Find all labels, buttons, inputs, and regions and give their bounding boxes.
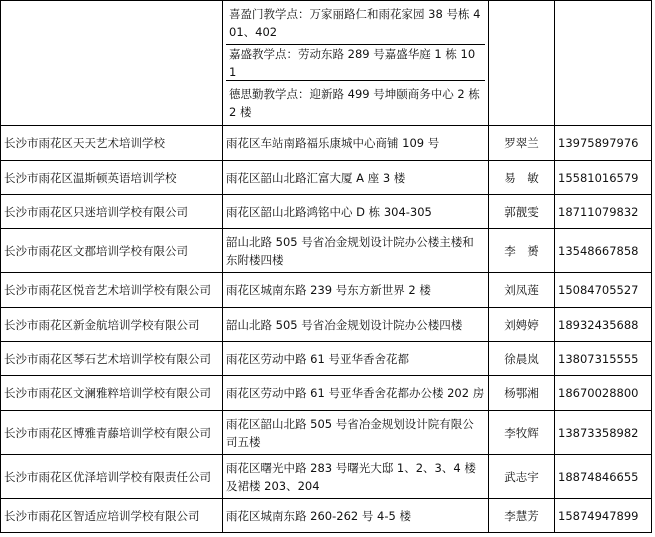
phone-cell-empty	[555, 1, 652, 126]
school-name: 长沙市雨花区天天艺术培训学校	[1, 126, 223, 161]
school-name: 长沙市雨花区新金航培训学校有限公司	[1, 308, 223, 342]
school-name: 长沙市雨花区文澜雅粹培训学校有限公司	[1, 376, 223, 411]
contact-person: 李慧芳	[489, 499, 555, 533]
contact-person: 郭靓雯	[489, 195, 555, 229]
phone-number: 13807315555	[555, 342, 652, 376]
school-address: 雨花区韶山北路鸿铭中心 D 栋 304-305	[223, 195, 489, 229]
table-row	[1, 455, 652, 499]
phone-number: 18874846655	[555, 455, 652, 499]
school-name: 长沙市雨花区温斯顿英语培训学校	[1, 161, 223, 195]
school-address: 雨花区城南东路 260-262 号 4-5 楼	[223, 499, 489, 533]
school-address: 雨花区韶山北路汇富大厦 A 座 3 楼	[223, 161, 489, 195]
school-name: 长沙市雨花区只迷培训学校有限公司	[1, 195, 223, 229]
table-row	[1, 229, 652, 273]
contact-person: 刘娉婷	[489, 308, 555, 342]
table-row	[1, 308, 652, 342]
school-name: 长沙市雨花区博雅青藤培训学校有限公司	[1, 411, 223, 455]
school-name: 长沙市雨花区智适应培训学校有限公司	[1, 499, 223, 533]
table-row	[1, 126, 652, 161]
school-name: 长沙市雨花区文郡培训学校有限公司	[1, 229, 223, 273]
contact-cell-empty	[489, 1, 555, 126]
contact-person: 易 敏	[489, 161, 555, 195]
table-row-top-block	[1, 1, 652, 126]
contact-person: 武志宇	[489, 455, 555, 499]
phone-number: 18711079832	[555, 195, 652, 229]
school-address: 韶山北路 505 号省冶金规划设计院办公楼主楼和东附楼四楼	[223, 229, 489, 273]
address-cell-sites	[223, 1, 489, 126]
contact-person: 刘凤莲	[489, 273, 555, 308]
school-address: 雨花区劳动中路 61 号亚华香舍花都办公楼 202 房	[223, 376, 489, 411]
table-row	[1, 376, 652, 411]
phone-number: 13975897976	[555, 126, 652, 161]
teaching-site: 喜盈门教学点：万家丽路仁和雨花家园 38 号栋 401、402	[226, 1, 485, 45]
phone-number: 13873358982	[555, 411, 652, 455]
school-address: 雨花区劳动中路 61 号亚华香舍花都	[223, 342, 489, 376]
contact-person: 罗翠兰	[489, 126, 555, 161]
teaching-site: 嘉盛教学点：劳动东路 289 号嘉盛华庭 1 栋 101	[226, 45, 485, 81]
phone-number: 15581016579	[555, 161, 652, 195]
name-cell-empty	[1, 1, 223, 126]
table-row	[1, 411, 652, 455]
contact-person: 徐晨岚	[489, 342, 555, 376]
phone-number: 18670028800	[555, 376, 652, 411]
contact-person: 李 赟	[489, 229, 555, 273]
school-name: 长沙市雨花区优泽培训学校有限责任公司	[1, 455, 223, 499]
school-address: 雨花区城南东路 239 号东方新世界 2 楼	[223, 273, 489, 308]
phone-number: 15084705527	[555, 273, 652, 308]
school-address: 雨花区车站南路福乐康城中心商铺 109 号	[223, 126, 489, 161]
school-address: 雨花区韶山北路 505 号省冶金规划设计院有限公司五楼	[223, 411, 489, 455]
contact-person: 李牧辉	[489, 411, 555, 455]
table-row	[1, 499, 652, 533]
table-row	[1, 195, 652, 229]
school-address: 雨花区曙光中路 283 号曙光大邸 1、2、3、4 楼及裙楼 203、204	[223, 455, 489, 499]
phone-number: 15874947899	[555, 499, 652, 533]
school-address: 韶山北路 505 号省冶金规划设计院办公楼四楼	[223, 308, 489, 342]
teaching-site: 德思勤教学点：迎新路 499 号坤颐商务中心 2 栋 2 楼	[229, 87, 480, 119]
phone-number: 13548667858	[555, 229, 652, 273]
table-row	[1, 273, 652, 308]
table-row	[1, 161, 652, 195]
contact-person: 杨鄂湘	[489, 376, 555, 411]
phone-number: 18932435688	[555, 308, 652, 342]
table-row	[1, 342, 652, 376]
school-name: 长沙市雨花区琴石艺术培训学校有限公司	[1, 342, 223, 376]
school-name: 长沙市雨花区悦音艺术培训学校有限公司	[1, 273, 223, 308]
